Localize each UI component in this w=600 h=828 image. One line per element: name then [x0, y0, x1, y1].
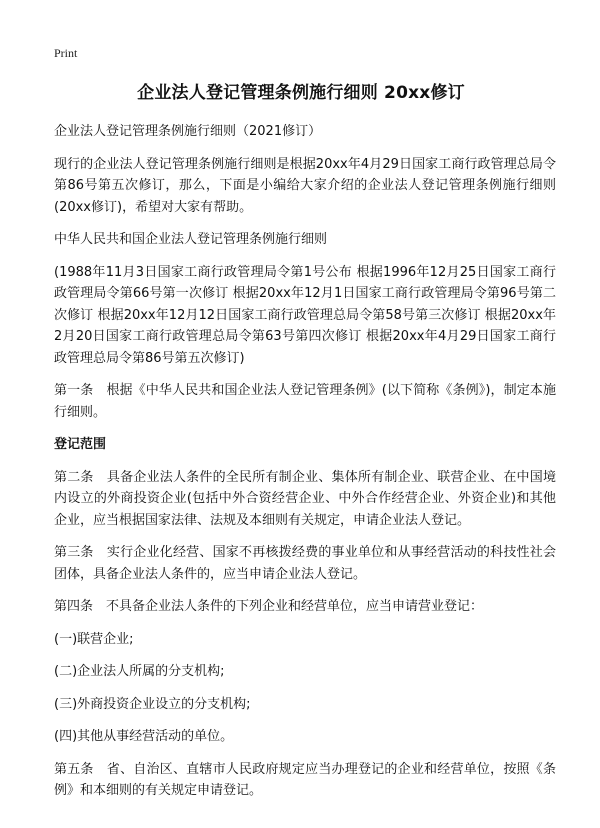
article-2: 第二条 具备企业法人条件的全民所有制企业、集体所有制企业、联营企业、在中国境内设立的外商投资企业(包括中外合资经营企业、中外合作经营企业、外资企业)和其他企业，应当根据国家法律、法规及本细则有关规定，申请企业法人登记。 — [54, 469, 556, 528]
paragraph-subtitle: 企业法人登记管理条例施行细则（2021修订） — [54, 124, 322, 139]
article-1: 第一条 根据《中华人民共和国企业法人登记管理条例》(以下简称《条例》)，制定本施行细则。 — [54, 383, 556, 420]
list-item-1: (一)联营企业; — [54, 631, 134, 647]
list-item-4: (四)其他从事经营活动的单位。 — [54, 729, 234, 744]
paragraph-intro: 现行的企业法人登记管理条例施行细则是根据20xx年4月29日国家工商行政管理总局令第86号第五次修订，那么，下面是小编给大家介绍的企业法人登记管理条例施行细则(20xx修订)，希望对大家有帮助。 — [54, 156, 556, 215]
article-4: 第四条 不具备企业法人条件的下列企业和经营单位，应当申请营业登记： — [54, 599, 484, 614]
paragraph-revision-history: (1988年11月3日国家工商行政管理局令第1号公布 根据1996年12月25日国家工商行政管理局令第66号第一次修订 根据20xx年12月1日国家工商行政管理局令第96号第二次修订 根据20xx年12月12日国家工商行政管理总局令第58号第三次修订 根据20xx年2月20日国家工商行政管理总局令第63号第四次修订 根据20xx年4月29日国家工商行政管理总局令第86号第五次修订) — [54, 264, 556, 366]
document-body — [54, 121, 556, 813]
print-label[interactable]: Print — [54, 46, 78, 60]
document-title: 企业法人登记管理条例施行细则 20xx修订 — [137, 83, 465, 103]
list-item-3: (三)外商投资企业设立的分支机构; — [54, 696, 251, 712]
list-item-2: (二)企业法人所属的分支机构; — [54, 664, 225, 679]
section-heading: 登记范围 — [54, 437, 107, 452]
article-5: 第五条 省、自治区、直辖市人民政府规定应当办理登记的企业和经营单位，按照《条例》和本细则的有关规定申请登记。 — [54, 761, 556, 798]
article-3: 第三条 实行企业化经营、国家不再核拨经费的事业单位和从事经营活动的科技性社会团体，具备企业法人条件的，应当申请企业法人登记。 — [54, 545, 556, 582]
paragraph-law-name: 中华人民共和国企业法人登记管理条例施行细则 — [54, 232, 328, 247]
